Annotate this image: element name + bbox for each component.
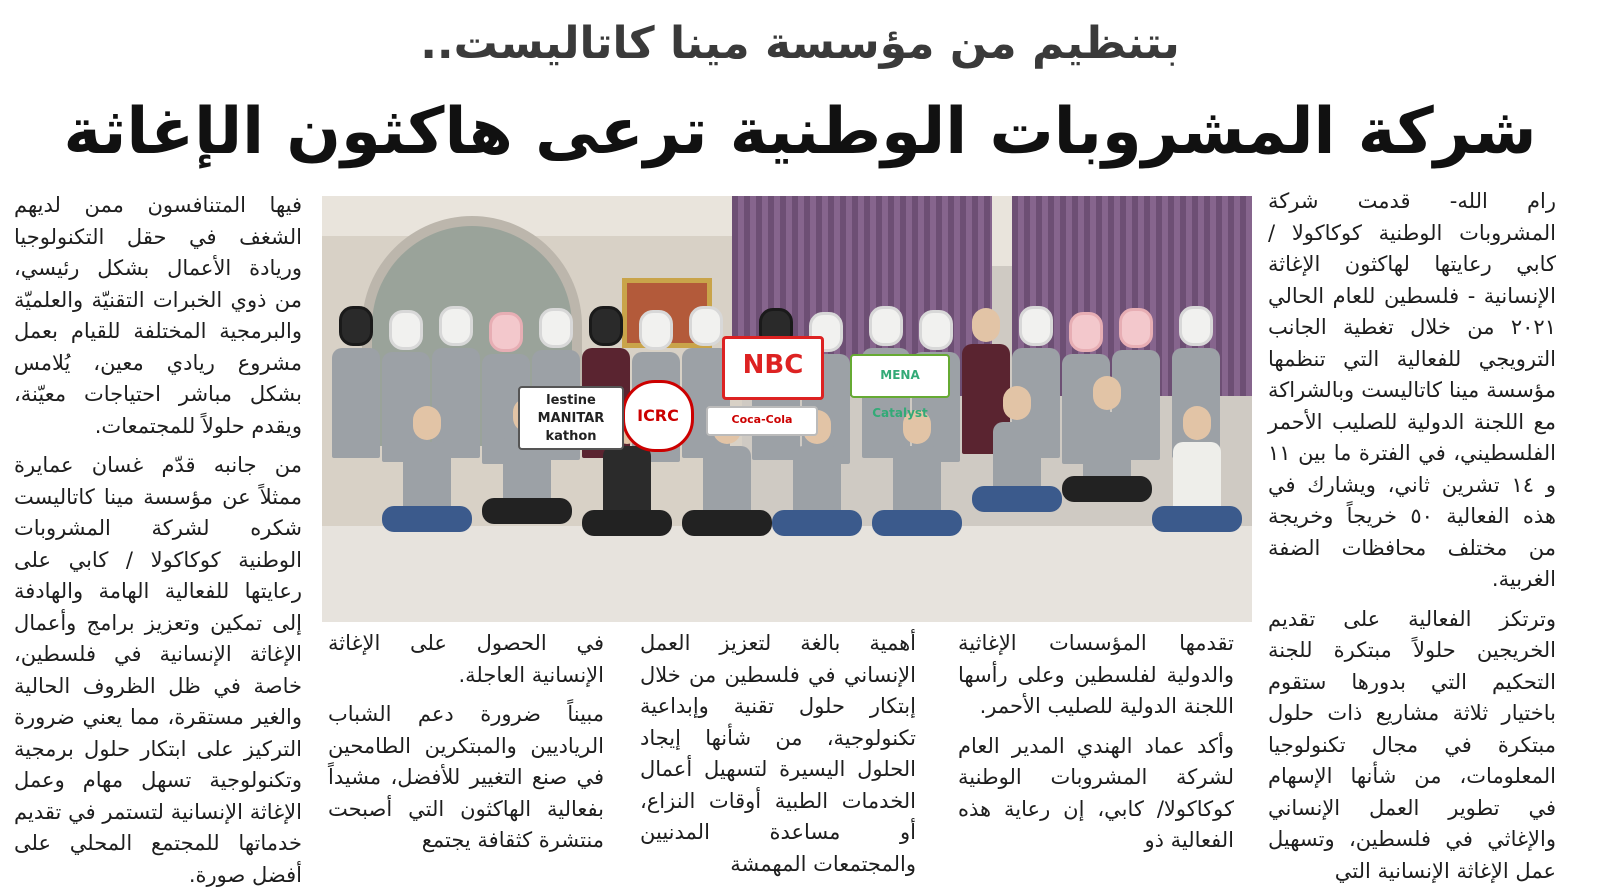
hackathon-sign-line: lestine [546, 393, 596, 408]
paragraph: فيها المتنافسون ممن لديهم الشغف في حقل التكنولوجيا وريادة الأعمال بشكل رئيسي، من ذوي الخبرات التقنيّة والعلميّة والبرمجية المختلفة للقيام بعمل مشروع ريادي معين، يُلامس بشكل مباشر احتياجات معيّنة، ويقدم حلولاً للمجتمعات. [14, 193, 302, 438]
headline: شركة المشروبات الوطنية ترعى هاكثون الإغاثة [63, 95, 1537, 169]
person [972, 386, 1062, 512]
paragraph: وأكد عماد الهندي المدير العام لشركة المشروبات الوطنية كوكاكولا/ كابي، إن رعاية هذه الفعالية ذو [958, 733, 1234, 852]
paragraph: أهمية بالغة لتعزيز العمل الإنساني في فلسطين من خلال إبتكار حلول تقنية وإبداعية تكنولوجية، من شأنها إيجاد الحلول اليسيرة لتسهيل أعمال الخدمات الطبية أوقات النزاع، أو مساعدة المدنيين والمجتمعات المهمشة [640, 631, 916, 876]
paragraph: في الحصول على الإغاثة الإنسانية العاجلة. [328, 631, 604, 687]
hackathon-sign-line: MANITAR [537, 411, 605, 426]
paragraph: تقدمها المؤسسات الإغاثية والدولية لفلسطين وعلى رأسها اللجنة الدولية للصليب الأحمر. [958, 631, 1234, 718]
hackathon-sign [518, 386, 624, 450]
mena-catalyst-sign: MENA Catalyst [850, 354, 950, 398]
person [332, 306, 380, 458]
paragraph: مبيناً ضرورة دعم الشباب الرياديين والمبتكرين الطامحين في صنع التغيير للأفضل، مشيداً بفعالية الهاكثون التي أصبحت منتشرة كثقافة يجتمع [328, 702, 604, 852]
cocacola-banner: Coca-Cola [706, 406, 818, 436]
icrc-sign: ICRC [622, 380, 694, 452]
hackathon-sign-line: kathon [545, 429, 597, 444]
group-photo [322, 196, 1252, 622]
article-column-right [1268, 186, 1556, 883]
photo-floor [322, 526, 1252, 622]
article-column-bottom-1 [958, 628, 1234, 852]
person [382, 406, 472, 532]
article-column-left [14, 190, 302, 887]
paragraph: وترتكز الفعالية على تقديم الخريجين حلولاً مبتكرة للجنة التحكيم التي بدورها ستقوم باختيار ثلاثة مشاريع ذات حلول مبتكرة في مجال تكنولوجيا المعلومات، من شأنها الإسهام في تطوير العمل الإنساني والإغاثي في فلسطين، وتسهيل عمل الإغاثة الإنسانية التي [1268, 606, 1556, 883]
kicker-line: بتنظيم من مؤسسة مينا كاتاليست.. [420, 18, 1180, 69]
article-column-bottom-2 [640, 628, 916, 876]
person [1152, 406, 1242, 532]
nbc-sign: NBC [722, 336, 824, 400]
paragraph: رام الله- قدمت شركة المشروبات الوطنية كوكاكولا / كابي رعايتها لهاكثون الإغاثة الإنسانية - فلسطين للعام الحالي ٢٠٢١ من خلال تغطية الجانب الترويجي للفعالية التي تنظمها مؤسسة مينا كاتاليست وبالشراكة مع اللجنة الدولية للصليب الأحمر الفلسطيني، في الفترة ما بين ١١ و ١٤ تشرين ثاني، ويشارك في هذه الفعالية ٥٠ خريجاً وخريجة من مختلف محافظات الضفة الغربية. [1268, 189, 1556, 591]
article-column-bottom-3 [328, 628, 604, 852]
paragraph: من جانبه قدّم غسان عمايرة ممثلاً عن مؤسسة مينا كاتاليست شكره لشركة المشروبات الوطنية كوكاكولا / كابي على رعايتها للفعالية الهامة والهادفة إلى تمكين وتعزيز برامج وأعمال الإغاثة الإنسانية في فلسطين، خاصة في ظل الظروف الحالية والغير مستقرة، مما يعني ضرورة التركيز على ابتكار حلول برمجية وتكنولوجية تسهل مهام وعمل الإغاثة الإنسانية لتستمر في تقديم خدماتها للمجتمع المحلي على أفضل صورة. [14, 453, 302, 887]
person [1062, 376, 1152, 502]
